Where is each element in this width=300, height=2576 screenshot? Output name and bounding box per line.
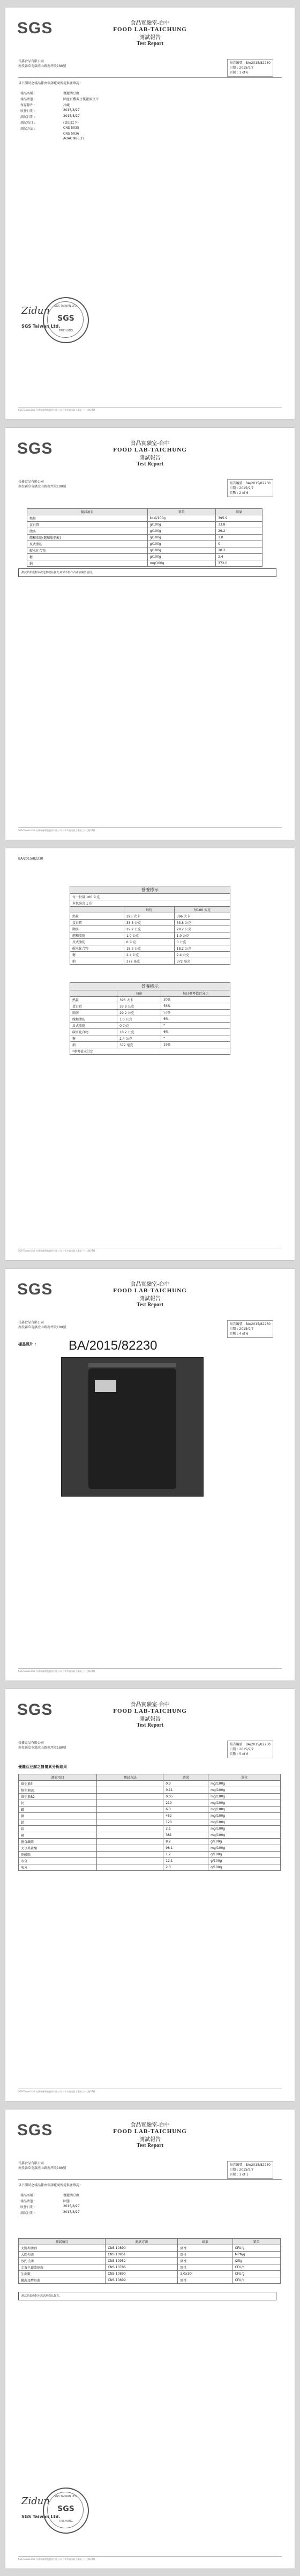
table-row: 熱量 396 大卡 396 大卡 — [70, 913, 230, 920]
report-page-5: SGS 食品實驗室-台中 FOOD LAB-TAICHUNG 測試報告 Test Report 長鑫食品有限公司 南投縣草屯鎮虎山路南坪段180號 報告編號 : BA/2015/82230 日期 : 2015/9/7 頁數 : 5 of 6 優麗活豆腐之營養素分析結果 測試項目 測試方法 結果 單位 維生素E 0.3 mg/100g 維生素B1 0.11 mg/100g 維生素B2 0.05 mg/100g 鈣 219 mg/100g 鐵 6.3 mg/100g 鉀 452 mg/100g 鎂 120 mg/100g 鋅 2.1 mg/100g 磷 381 mg/100g 膳食纖維 8.2 g/100g 大豆異黃酮 98.1 mg/100g 卵磷脂 1.2 g/100g 水分 12.1 g/100g 灰分 2.3 g/100g SGS Taiwan Ltd. 台灣檢驗科技股份有限公司 台中市西屯區工業區三十七路27號 — [5, 1689, 295, 2101]
table-row: 鎂 120 mg/100g — [19, 1819, 281, 1826]
table-row: 飽和脂肪 1.0 公克 1.0 公克 — [70, 932, 230, 939]
table-row: 大腸桿菌群 CNS 10890 陰性 CFU/g — [19, 2245, 281, 2252]
table-row: 飽和脂肪 1.0 公克 6% — [70, 1016, 230, 1023]
table-row: 黴菌及酵母菌 CNS 10899 陰性 CFU/g — [19, 2277, 281, 2284]
table-row: 糖 2.4 公克 2.4 公克 — [70, 952, 230, 958]
table-row: 糖 g/100g 2.4 — [27, 554, 262, 560]
page-footer: SGS Taiwan Ltd. 台灣檢驗科技股份有限公司 台中市西屯區工業區三十七路27號 — [18, 407, 282, 412]
daily-value-table: 營養標示 每份 每日參考值百分比 熱量 396 大卡 20% 蛋白質 33.8 公克 56% 脂肪 29.2 公克 53% 飽和脂肪 1.0 公克 6% 反式脂肪 0 公克 * 碳水化合物 18.2 公克 6% 糖 2.4 公克 * 鈉 372 毫克 19% *參考值未訂定 — [70, 982, 230, 1055]
report-meta: 報告編號 : BA/2015/82230 日期 : 2015/9/7 頁數 : 2 of 6 — [227, 479, 273, 497]
signature: Zidun — [21, 2496, 50, 2507]
nutrition-label-table: 營養標示 每一份量 100 公克 本包裝含 1 份 每份 每100 公克 熱量 396 大卡 396 大卡 蛋白質 33.8 公克 33.8 公克 脂肪 29.2 公克 29.2 公克 飽和脂肪 1.0 公克 1.0 公克 反式脂肪 0 公克 0 公克 碳水化合物 18.2 公克 18.2 公克 糖 2.4 公克 2.4 公克 鈉 372 毫克 372 毫克 — [70, 886, 230, 965]
table-row: 鈉 372 毫克 19% — [70, 1042, 230, 1048]
report-page-3: BA/2015/82230 營養標示 每一份量 100 公克 本包裝含 1 份 每份 每100 公克 熱量 396 大卡 396 大卡 蛋白質 33.8 公克 33.8 公克 脂肪 29.2 公克 29.2 公克 飽和脂肪 1.0 公克 1.0 公克 反式脂肪 0 公克 0 公克 碳水化合物 18.2 公克 18.2 公克 糖 2.4 公克 2.4 公克 鈉 372 毫克 372 毫克 營養標示 每份 每日參考值百分比 熱量 396 大卡 20% 蛋白質 33.8 公克 56% 脂肪 29.2 公克 53% 飽和脂肪 1.0 公克 6% 反式脂肪 0 公克 * 碳水化合物 18.2 公克 6% 糖 2.4 公克 * 鈉 372 毫克 19% *參考值未訂定 SGS Taiwan Ltd. 台灣檢驗科技股份有限公司 台中市西屯區工業區三十七路27號 — [5, 848, 295, 1260]
client-block: 長鑫食品有限公司 南投縣草屯鎮虎山路南坪段180號 — [18, 60, 66, 68]
client-block: 長鑫食品有限公司 南投縣草屯鎮虎山路南坪段180號 — [18, 2162, 66, 2170]
table-row: 膳食纖維 8.2 g/100g — [19, 1839, 281, 1845]
table-row: 飽和脂肪(飽和脂肪酸) g/100g 1.0 — [27, 535, 262, 541]
table-row: 蛋白質 33.8 公克 56% — [70, 1003, 230, 1010]
table-row: 鈉 372 毫克 372 毫克 — [70, 958, 230, 965]
report-no: BA/2015/82230 — [18, 857, 43, 861]
nutrient-result-table: 測試項目 單位 結果 熱量 kcal/100g 395.9 蛋白質 g/100g 33.8 脂肪 g/100g 29.2 飽和脂肪(飽和脂肪酸) g/100g 1.0 反式脂肪 g/100g 0 碳水化合物 g/100g 18.2 糖 g/100g 2.4 鈉 mg/100g 372.0 — [27, 508, 262, 567]
report-page-6: SGS 食品實驗室-台中 FOOD LAB-TAICHUNG 測試報告 Test Report 長鑫食品有限公司 南投縣草屯鎮虎山路南坪段180號 報告編號 : BA/2015/82230 日期 : 2015/9/7 頁數 : 1 of 1 以下測試之樣品係由申請廠商所提供並確認 : 樣品名稱 : 優麗活豆腐 樣品狀態 : 固態 收件日期 : 2015/8/27 測試日期 : 2015/8/27 測試項目 測試方法 結果 單位 大腸桿菌群 CNS 10890 陰性 CFU/g 大腸桿菌 CNS 10951 陰性 MPN/g 沙門氏菌 CNS 10952 陰性 /25g 金黃色葡萄球菌 CNS 10786 陰性 CFU/g 生菌數 CNS 10890 3.0x10² CFU/g 黴菌及酵母菌 CNS 10899 陰性 CFU/g 測試結果僅對本次送測樣品負責。 Zidun SGS Taiwan Ltd. SGS TAIWAN LTD. SGS TAICHUNG SGS Taiwan Ltd. 台灣檢驗科技股份有限公司 台中市西屯區工業區三十七路27號 — [5, 2109, 295, 2568]
report-page-1 — [5, 8, 295, 419]
signatory-org: SGS Taiwan Ltd. — [21, 324, 61, 329]
table-row: 反式脂肪 g/100g 0 — [27, 541, 262, 547]
table-row: 大腸桿菌 CNS 10951 陰性 MPN/g — [19, 2252, 281, 2258]
table-row: 反式脂肪 0 公克 * — [70, 1023, 230, 1029]
photo-caption: BA/2015/82230 — [69, 1338, 158, 1353]
nutrient-analysis-table: 測試項目 測試方法 結果 單位 維生素E 0.3 mg/100g 維生素B1 0.11 mg/100g 維生素B2 0.05 mg/100g 鈣 219 mg/100g 鐵 6.3 mg/100g 鉀 452 mg/100g 鎂 120 mg/100g 鋅 2.1 mg/100g 磷 381 mg/100g 膳食纖維 8.2 g/100g 大豆異黃酮 98.1 mg/100g 卵磷脂 1.2 g/100g 水分 12.1 g/100g 灰分 2.3 g/100g — [18, 1774, 281, 1871]
sgs-logo: SGS — [17, 440, 53, 457]
photo-label: 樣品照片 : — [18, 1342, 36, 1346]
table-row: 金黃色葡萄球菌 CNS 10786 陰性 CFU/g — [19, 2264, 281, 2271]
table-row: 脂肪 29.2 公克 29.2 公克 — [70, 926, 230, 932]
table-row: 磷 381 mg/100g — [19, 1832, 281, 1839]
table-row: 卵磷脂 1.2 g/100g — [19, 1852, 281, 1858]
signature: Zidun — [21, 305, 50, 316]
sample-info-table: 樣品名稱 : 優麗活豆腐 樣品狀態 : 國產有機黃豆優麗活豆片 保存條件 : 冷藏 收件日期 : 2015/8/27 測試日期 : 2015/8/27 測試項目 : (請見以下) 測試方法 : CNS 5035 CNS 5036 AOAC 986.27 — [20, 92, 99, 140]
intro-text: 以下測試之樣品係由申請廠商所提供並確認 : — [18, 2183, 81, 2187]
report-page-2: SGS 食品實驗室-台中 FOOD LAB-TAICHUNG 測試報告 Test Report 長鑫食品有限公司 南投縣草屯鎮虎山路南坪段180號 報告編號 : BA/2015/82230 日期 : 2015/9/7 頁數 : 2 of 6 測試項目 單位 結果 熱量 kcal/100g 395.9 蛋白質 g/100g 33.8 脂肪 g/100g 29.2 飽和脂肪(飽和脂肪酸) g/100g 1.0 反式脂肪 g/100g 0 碳水化合物 g/100g 18.2 糖 g/100g 2.4 鈉 mg/100g 372.0 測試結果僅對本次送測樣品負責,結果不得作為產品廣告使用。 SGS Taiwan Ltd. 台灣檢驗科技股份有限公司 台中市西屯區工業區三十七路27號 — [5, 428, 295, 840]
table-row: 生菌數 CNS 10890 3.0x10² CFU/g — [19, 2271, 281, 2277]
table-row: 水分 12.1 g/100g — [19, 1858, 281, 1864]
sample-photo — [61, 1357, 204, 1497]
table-row: 熱量 kcal/100g 395.9 — [27, 515, 262, 522]
table-row: 維生素E 0.3 mg/100g — [19, 1781, 281, 1787]
table-row: 蛋白質 33.8 公克 33.8 公克 — [70, 920, 230, 926]
sample-info-table: 樣品名稱 : 優麗活豆腐 樣品狀態 : 固態 收件日期 : 2015/8/27 測試日期 : 2015/8/27 — [20, 2194, 80, 2215]
table-row: 大豆異黃酮 98.1 mg/100g — [19, 1845, 281, 1852]
report-header — [5, 15, 295, 55]
report-meta: 報告編號 : BA/2015/82230 日期 : 2015/9/7 頁數 : 5 of 6 — [227, 1741, 273, 1758]
table-row: 鈉 mg/100g 372.0 — [27, 560, 262, 567]
bag-label-image — [95, 1380, 116, 1392]
client-block: 長鑫食品有限公司 南投縣草屯鎮虎山路南坪段180號 — [18, 1741, 66, 1750]
company-seal: SGS TAIWAN LTD. SGS TAICHUNG — [43, 297, 89, 343]
table-row: 蛋白質 g/100g 33.8 — [27, 522, 262, 528]
table-row: 碳水化合物 18.2 公克 18.2 公克 — [70, 945, 230, 952]
table-row: 鉀 452 mg/100g — [19, 1813, 281, 1819]
table-row: 維生素B2 0.05 mg/100g — [19, 1794, 281, 1800]
lab-title-block: 食品實驗室-台中 FOOD LAB-TAICHUNG 測試報告 Test Report — [113, 20, 187, 47]
report-page-4: SGS 食品實驗室-台中 FOOD LAB-TAICHUNG 測試報告 Test Report 長鑫食品有限公司 南投縣草屯鎮虎山路南坪段180號 報告編號 : BA/2015/82230 日期 : 2015/9/7 頁數 : 4 of 6 樣品照片 : BA/2015/82230 SGS Taiwan Ltd. 台灣檢驗科技股份有限公司 台中市西屯區工業區三十七路27號 — [5, 1269, 295, 1681]
table-row: 鋅 2.1 mg/100g — [19, 1826, 281, 1832]
client-block: 長鑫食品有限公司 南投縣草屯鎮虎山路南坪段180號 — [18, 1321, 66, 1329]
table-row: 灰分 2.3 g/100g — [19, 1864, 281, 1871]
section-title: 優麗活豆腐之營養素分析結果 — [18, 1765, 67, 1769]
micro-test-table: 測試項目 測試方法 結果 單位 大腸桿菌群 CNS 10890 陰性 CFU/g 大腸桿菌 CNS 10951 陰性 MPN/g 沙門氏菌 CNS 10952 陰性 /25g 金黃色葡萄球菌 CNS 10786 陰性 CFU/g 生菌數 CNS 10890 3.0x10² CFU/g 黴菌及酵母菌 CNS 10899 陰性 CFU/g — [18, 2238, 281, 2284]
sgs-logo: SGS — [17, 19, 53, 37]
intro-text: 以下測試之樣品係由申請廠商所提供並確認 : — [18, 82, 81, 85]
report-meta: 報告編號 : BA/2015/82230 日期 : 2015/9/7 頁數 : 1 of 1 — [227, 2161, 273, 2179]
client-block: 長鑫食品有限公司 南投縣草屯鎮虎山路南坪段180號 — [18, 480, 66, 488]
report-meta: 報告編號 : BA/2015/82230 日期 : 2015/9/7 頁數 : 1 of 6 — [227, 59, 273, 77]
signatory-org: SGS Taiwan Ltd. — [21, 2514, 61, 2519]
sgs-logo: SGS — [17, 1701, 53, 1719]
table-row: 碳水化合物 g/100g 18.2 — [27, 547, 262, 554]
table-row: 鈣 219 mg/100g — [19, 1800, 281, 1807]
table-row: 鐵 6.3 mg/100g — [19, 1807, 281, 1813]
table-row: 沙門氏菌 CNS 10952 陰性 /25g — [19, 2258, 281, 2264]
report-meta: 報告編號 : BA/2015/82230 日期 : 2015/9/7 頁數 : 4 of 6 — [227, 1320, 273, 1338]
sgs-logo: SGS — [17, 2121, 53, 2139]
table-row: 熱量 396 大卡 20% — [70, 997, 230, 1003]
table-row: 碳水化合物 18.2 公克 6% — [70, 1029, 230, 1035]
table-row: 脂肪 g/100g 29.2 — [27, 528, 262, 535]
sgs-logo: SGS — [17, 1280, 53, 1298]
table-row: 脂肪 29.2 公克 53% — [70, 1010, 230, 1016]
note-box: 測試結果僅對本次送測樣品負責,結果不得作為產品廣告使用。 — [18, 568, 276, 577]
table-row: 維生素B1 0.11 mg/100g — [19, 1787, 281, 1794]
divider — [18, 77, 282, 78]
company-seal: SGS TAIWAN LTD. SGS TAICHUNG — [43, 2488, 89, 2534]
table-row: 反式脂肪 0 公克 0 公克 — [70, 939, 230, 945]
note-box: 測試結果僅對本次送測樣品負責。 — [18, 2292, 276, 2300]
table-row: 糖 2.4 公克 * — [70, 1035, 230, 1042]
